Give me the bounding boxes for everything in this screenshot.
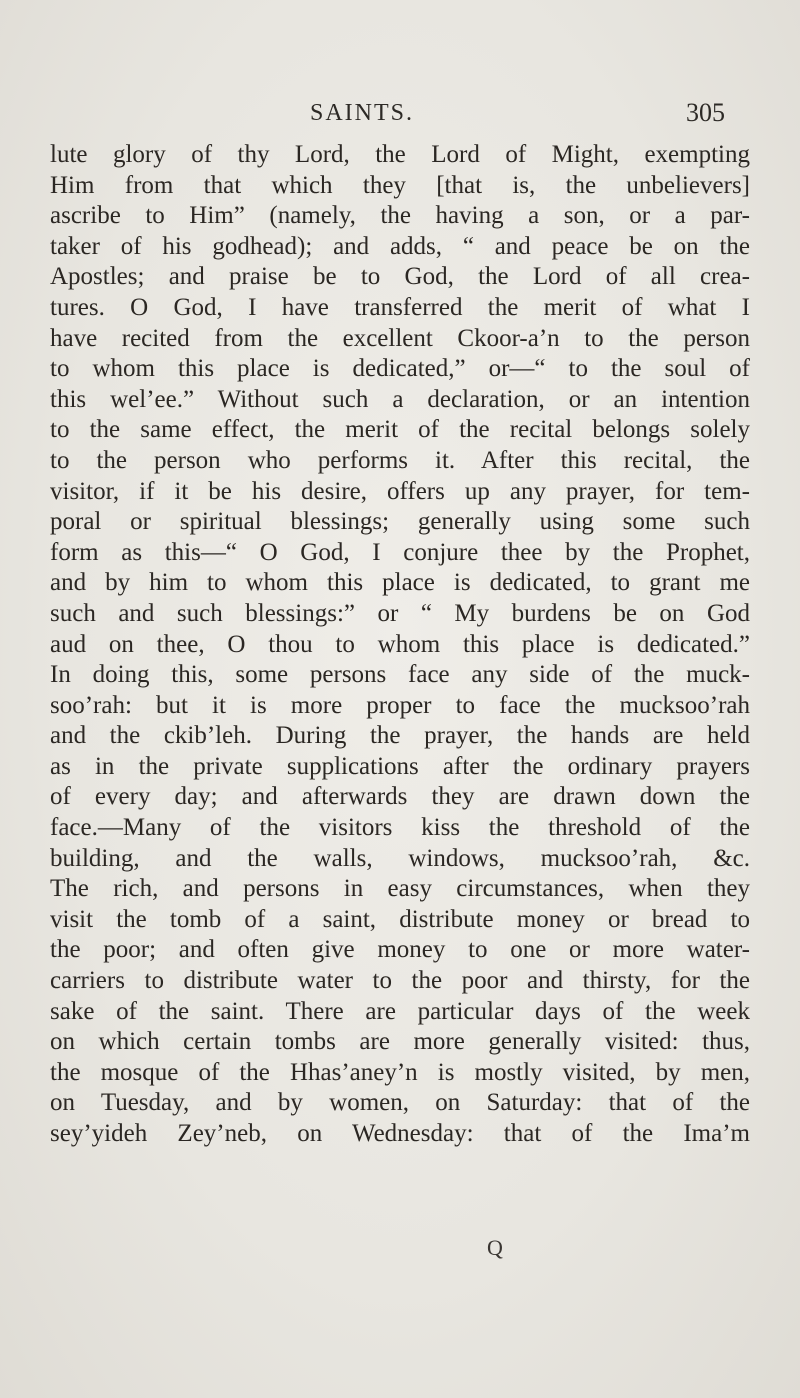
text-line: to the person who performs it. After this recital, the [50,446,750,474]
text-line: Apostles; and praise be to God, the Lord of all crea- [50,263,750,291]
text-line: visit the tomb of a saint, distribute money or bread to [50,905,750,933]
text-line: soo’rah: but it is more proper to face the mucksoo’rah [50,691,750,719]
text-line: of every day; and afterwards they are drawn down the [50,783,750,811]
text-line: and the ckib’leh. During the prayer, the hands are held [50,722,750,750]
text-line: to the same effect, the merit of the recital belongs solely [50,416,750,444]
signature-mark: Q [487,1235,503,1260]
text-line: the mosque of the Hhas’aney’n is mostly visited, by men, [50,1058,750,1086]
running-title: SAINTS. [310,100,415,126]
running-head [50,100,750,130]
text-line: sey’yideh Zey’neb, on Wednesday: that of the Ima’m [50,1120,750,1147]
text-line: In doing this, some persons face any side of the muck- [50,661,750,689]
text-line: face.—Many of the visitors kiss the threshold of the [50,814,750,842]
text-line: The rich, and persons in easy circumstances, when they [50,875,750,903]
text-line: visitor, if it be his desire, offers up any prayer, for tem- [50,477,750,505]
text-line: such and such blessings:” or “ My burdens be on God [50,599,750,627]
text-line: and by him to whom this place is dedicated, to grant me [50,569,750,597]
text-line: tures. O God, I have transferred the merit of what I [50,293,750,321]
text-line: aud on thee, O thou to whom this place is dedicated.” [50,630,750,658]
page-number: 305 [686,98,725,127]
text-line: ascribe to Him” (namely, the having a son, or a par- [50,202,750,230]
text-line: on which certain tombs are more generally visited: thus, [50,1028,750,1056]
text-line: this wel’ee.” Without such a declaration, or an intention [50,385,750,413]
text-line: carriers to distribute water to the poor and thirsty, for the [50,967,750,995]
text-line: sake of the saint. There are particular days of the week [50,997,750,1025]
body-text [50,140,750,1150]
text-line: lute glory of thy Lord, the Lord of Might, exempting [50,141,750,168]
text-line: Him from that which they [that is, the unbelievers] [50,171,750,199]
text-line: to whom this place is dedicated,” or—“ to the soul of [50,355,750,383]
text-line: the poor; and often give money to one or more water- [50,936,750,964]
text-line: on Tuesday, and by women, on Saturday: that of the [50,1089,750,1117]
text-line: have recited from the excellent Ckoor-a’n to the person [50,324,750,352]
text-line: taker of his godhead); and adds, “ and peace be on the [50,232,750,260]
text-line: as in the private supplications after the ordinary prayers [50,752,750,780]
text-line: form as this—“ O God, I conjure thee by the Prophet, [50,538,750,566]
text-line: poral or spiritual blessings; generally using some such [50,508,750,536]
text-line: building, and the walls, windows, mucksoo’rah, &c. [50,844,750,872]
